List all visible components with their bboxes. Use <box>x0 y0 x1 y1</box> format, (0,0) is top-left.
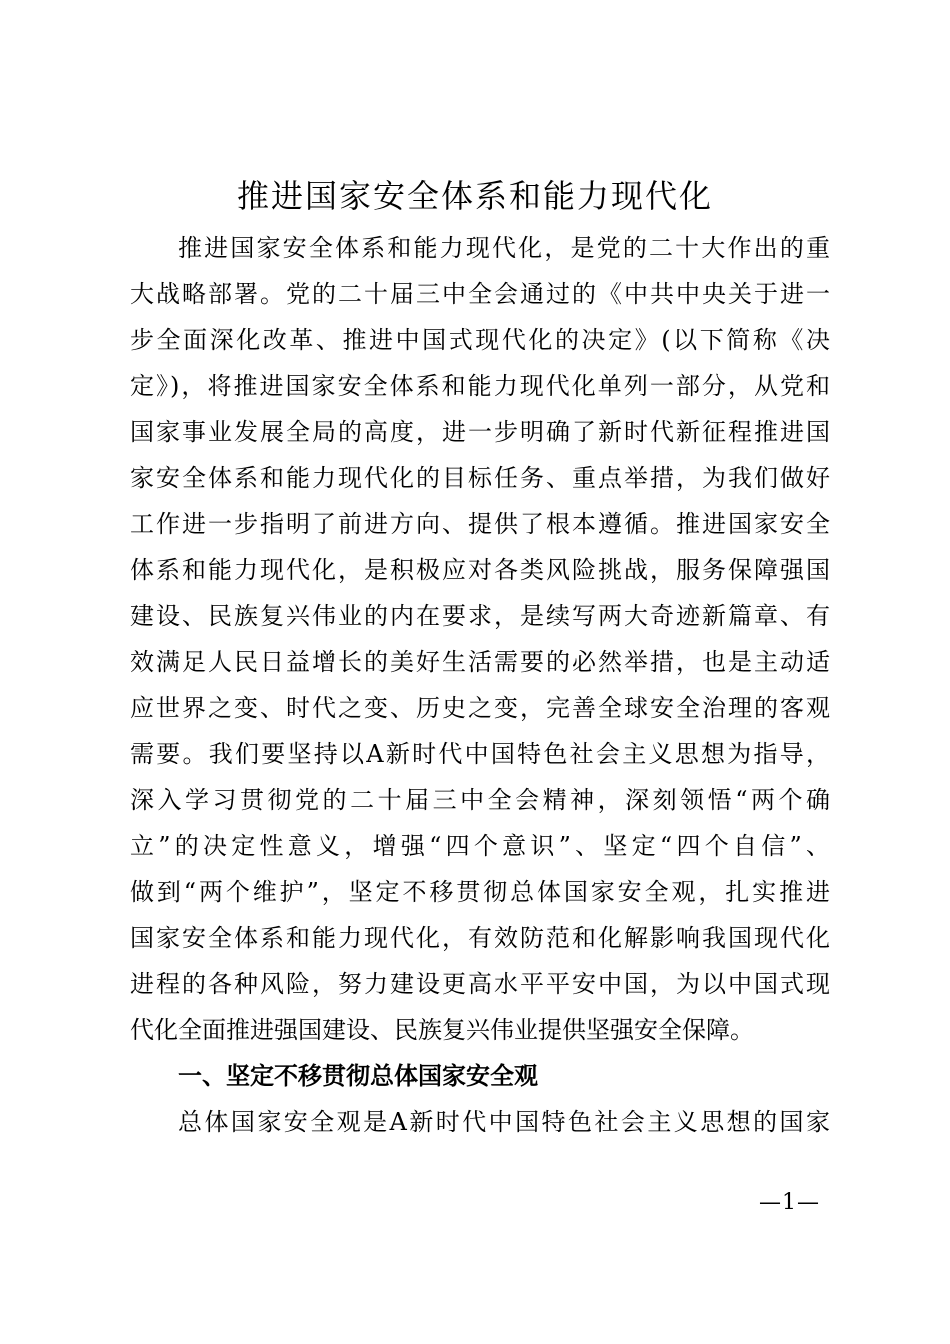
body-line: 代化全面推进强国建设、民族复兴伟业提供坚强安全保障。 <box>130 1016 754 1044</box>
document-title: 推进国家安全体系和能力现代化 <box>236 177 713 215</box>
body-line: 效满足人民日益增长的美好生活需要的必然举措，也是主动适 <box>130 648 830 676</box>
body-line: 深入学习贯彻党的二十届三中全会精神，深刻领悟“两个确 <box>130 786 830 814</box>
body-line: 进程的各种风险，努力建设更高水平平安中国，为以中国式现 <box>130 970 830 998</box>
body-line: 需要。我们要坚持以A新时代中国特色社会主义思想为指导， <box>130 740 830 768</box>
body-line: 定》)，将推进国家安全体系和能力现代化单列一部分，从党和 <box>130 372 830 400</box>
body-line: 国家事业发展全局的高度，进一步明确了新时代新征程推进国 <box>130 418 830 446</box>
body-line: 做到“两个维护”，坚定不移贯彻总体国家安全观，扎实推进 <box>130 878 830 906</box>
body-line: 工作进一步指明了前进方向、提供了根本遵循。推进国家安全 <box>130 510 830 538</box>
body-line: 体系和能力现代化，是积极应对各类风险挑战，服务保障强国 <box>130 556 830 584</box>
page-number: —1— <box>759 1190 820 1215</box>
body-line: 建设、民族复兴伟业的内在要求，是续写两大奇迹新篇章、有 <box>130 602 830 630</box>
body-line: 国家安全体系和能力现代化，有效防范和化解影响我国现代化 <box>130 924 830 952</box>
body-line: 立”的决定性意义，增强“四个意识”、坚定“四个自信”、 <box>130 832 830 860</box>
body-line: 家安全体系和能力现代化的目标任务、重点举措，为我们做好 <box>130 464 830 492</box>
body-line: 推进国家安全体系和能力现代化，是党的二十大作出的重 <box>178 234 830 262</box>
body-line: 总体国家安全观是A新时代中国特色社会主义思想的国家 <box>178 1108 830 1136</box>
body-line: 应世界之变、时代之变、历史之变，完善全球安全治理的客观 <box>130 694 830 722</box>
section-heading: 一、坚定不移贯彻总体国家安全观 <box>178 1062 538 1090</box>
body-line: 步全面深化改革、推进中国式现代化的决定》(以下简称《决 <box>130 326 830 354</box>
body-line: 大战略部署。党的二十届三中全会通过的《中共中央关于进一 <box>130 280 830 308</box>
document-body <box>130 225 830 1145</box>
